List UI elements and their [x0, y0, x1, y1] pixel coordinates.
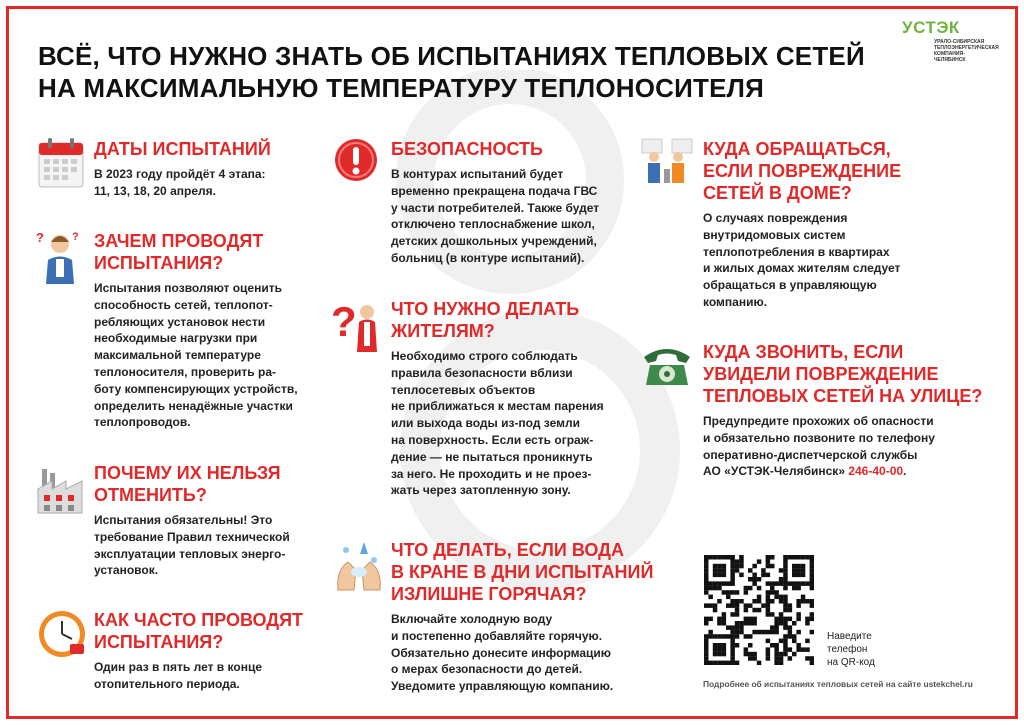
section-title: КУДА ОБРАЩАТЬСЯ, ЕСЛИ ПОВРЕЖДЕНИЕ СЕТЕЙ В ДОМЕ? — [703, 139, 902, 203]
section-damage-home — [703, 138, 963, 311]
warning-icon — [333, 137, 379, 183]
section-text: Испытания позволяют оценить способность сетей, теплопот- ребляющих установок нести необходимые нагрузки при максимальной температуре теплоносителя, проверить ра- боту компенсирующих устройств, определить ненадёжные участки теплопроводов. — [94, 281, 298, 430]
svg-text:?: ? — [331, 298, 357, 345]
section-text: Один раз в пять лет в конце отопительного периода. — [94, 660, 262, 691]
section-title: ПОЧЕМУ ИХ НЕЛЬЗЯ ОТМЕНИТЬ? — [94, 463, 281, 505]
svg-text:?: ? — [72, 231, 79, 243]
section-test-dates — [94, 138, 314, 200]
section-text: Предупредите прохожих об опасности и обязательно позвоните по телефону оперативно-диспетчерской службы АО «УСТЭК-Челябинск» 246-40-00. — [703, 414, 935, 479]
section-title: ЗАЧЕМ ПРОВОДЯТ ИСПЫТАНИЯ? — [94, 231, 264, 273]
clock-icon — [36, 606, 88, 660]
factory-icon — [36, 465, 86, 515]
section-safety — [391, 138, 641, 267]
section-title: ЧТО ДЕЛАТЬ, ЕСЛИ ВОДА В КРАНЕ В ДНИ ИСПЫТАНИЙ ИЗЛИШНЕ ГОРЯЧАЯ? — [391, 540, 654, 604]
qr-hint: Наведите телефон на QR-код — [827, 631, 875, 668]
section-text: Необходимо строго соблюдать правила безопасности вблизи теплосетевых объектов не приближаться к местам парения или выхода воды из-под земли на поверхность. Если есть ограж- дение — не пытаться проникнуть за него. Не проходить и не проез- жать через затопленную зону. — [391, 349, 604, 498]
section-text: О случаях повреждения внутридомовых систем теплопотребления в квартирах и жилых домах жителям следует обращаться в управляющую компанию. — [703, 211, 901, 309]
section-residents — [391, 298, 641, 499]
footer-note: Подробнее об испытаниях тепловых сетей на сайте ustekchel.ru — [703, 679, 973, 689]
section-text: Включайте холодную воду и постепенно добавляйте горячую. Обязательно донесите информацию о мерах безопасности до детей. Уведомите управляющую компанию. — [391, 612, 614, 694]
section-hot-water — [391, 539, 681, 695]
calendar-icon — [38, 137, 84, 189]
title-line-2: НА МАКСИМАЛЬНУЮ ТЕМПЕРАТУРУ ТЕПЛОНОСИТЕЛЯ — [38, 73, 764, 103]
phone-icon — [642, 343, 692, 387]
question-man-icon — [331, 296, 383, 354]
dispatch-phone: 246-40-00 — [848, 464, 904, 479]
page-title — [38, 40, 918, 104]
section-how-often — [94, 609, 334, 693]
qr-code[interactable] — [704, 555, 814, 665]
section-text: В контурах испытаний будет временно прекращена подача ГВС у части потребителей. Также будет отключено теплоснабжение школ, детских дошкольных учреждений, больниц (в контуре испытаний). — [391, 167, 600, 265]
logo-name: УСТЭК — [902, 18, 960, 37]
section-damage-street — [703, 341, 1003, 480]
section-title: БЕЗОПАСНОСТЬ — [391, 139, 543, 159]
svg-text:?: ? — [36, 230, 44, 245]
section-title: ЧТО НУЖНО ДЕЛАТЬ ЖИТЕЛЯМ? — [391, 299, 580, 341]
logo-subtitle: УРАЛО-СИБИРСКАЯ ТЕПЛОЭНЕРГЕТИЧЕСКАЯ КОМПАНИЯ-ЧЕЛЯБИНСК — [934, 39, 999, 63]
workers-icon — [640, 137, 694, 185]
section-title: КУДА ЗВОНИТЬ, ЕСЛИ УВИДЕЛИ ПОВРЕЖДЕНИЕ ТЕПЛОВЫХ СЕТЕЙ НА УЛИЦЕ? — [703, 342, 983, 406]
title-line-1: ВСЁ, ЧТО НУЖНО ЗНАТЬ ОБ ИСПЫТАНИЯХ ТЕПЛОВЫХ СЕТЕЙ — [38, 41, 865, 71]
washing-hands-icon — [334, 540, 384, 592]
section-text: В 2023 году пройдёт 4 этапа: 11, 13, 18, 20 апреля. — [94, 167, 266, 198]
section-title: ДАТЫ ИСПЫТАНИЙ — [94, 139, 271, 159]
section-text: Испытания обязательны! Это требование Правил технической эксплуатации тепловых энерго- установок. — [94, 513, 290, 578]
section-cannot-cancel — [94, 462, 334, 579]
section-why-tests — [94, 230, 334, 431]
thinking-man-icon — [34, 226, 86, 286]
section-title: КАК ЧАСТО ПРОВОДЯТ ИСПЫТАНИЯ? — [94, 610, 304, 652]
company-logo — [902, 18, 999, 63]
